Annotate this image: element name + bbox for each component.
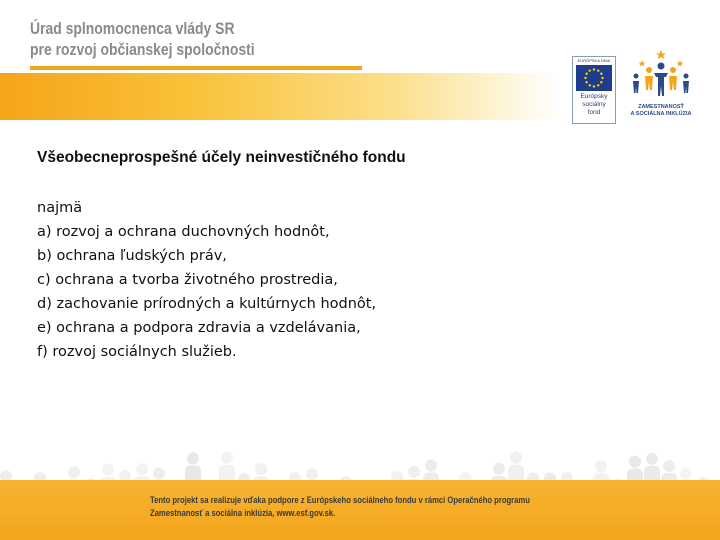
intro-text: najmä xyxy=(37,200,83,216)
eu-star-icon xyxy=(585,73,587,75)
zsi-logo-text xyxy=(620,104,702,118)
people-figures-icon xyxy=(620,46,702,104)
eu-star-icon xyxy=(600,73,602,75)
eu-star-icon xyxy=(601,77,603,79)
list-item: a) rozvoj a ochrana duchovných hodnôt, xyxy=(37,224,330,240)
esf-line2: sociálny xyxy=(582,101,606,108)
eu-star-icon xyxy=(597,84,599,86)
purpose-list xyxy=(37,220,677,364)
list-item: c) ochrana a tvorba životného prostredia, xyxy=(37,272,338,288)
eu-star-icon xyxy=(589,69,591,71)
eu-star-icon xyxy=(584,77,586,79)
eu-star-icon xyxy=(600,81,602,83)
eu-star-icon xyxy=(597,69,599,71)
header-band xyxy=(0,73,560,120)
zsi-line2: A SOCIÁLNA INKLÚZIA xyxy=(630,111,692,117)
eu-star-icon xyxy=(593,68,595,70)
list-item: f) rozvoj sociálnych služieb. xyxy=(37,344,237,360)
eu-star-icon xyxy=(589,84,591,86)
footer-line1: Tento projekt sa realizuje vďaka podpore z Európskeho sociálneho fondu v rámci Operačného programu xyxy=(150,495,530,505)
esf-logo-text xyxy=(575,93,613,117)
header-title xyxy=(30,18,255,60)
header-title-line1: Úrad splnomocnenca vlády SR xyxy=(30,19,235,38)
eu-flag-icon xyxy=(576,65,612,91)
footer-line2: Zamestnanosť a sociálna inklúzia, www.esf.gov.sk. xyxy=(150,508,336,518)
esf-line3: fond xyxy=(587,109,601,116)
zsi-line1: ZAMESTNANOSŤ xyxy=(638,104,684,110)
eu-star-icon xyxy=(585,81,587,83)
footer-text xyxy=(150,494,530,520)
main-content xyxy=(37,146,677,364)
list-item: e) ochrana a podpora zdravia a vzdelávania, xyxy=(37,320,361,336)
title-underline xyxy=(30,66,362,70)
esf-line1: Európsky xyxy=(580,93,608,100)
list-item: b) ochrana ľudských práv, xyxy=(37,248,227,264)
esf-logo xyxy=(572,56,616,124)
esf-top-label: EURÓPSKA ÚNIA xyxy=(577,58,611,63)
slide-heading: Všeobecneprospešné účely neinvestičného fondu xyxy=(37,149,406,166)
eu-star-icon xyxy=(593,85,595,87)
list-item: d) zachovanie prírodných a kultúrnych hodnôt, xyxy=(37,296,377,312)
header-title-line2: pre rozvoj občianskej spoločnosti xyxy=(30,40,255,59)
zsi-logo xyxy=(620,46,702,122)
